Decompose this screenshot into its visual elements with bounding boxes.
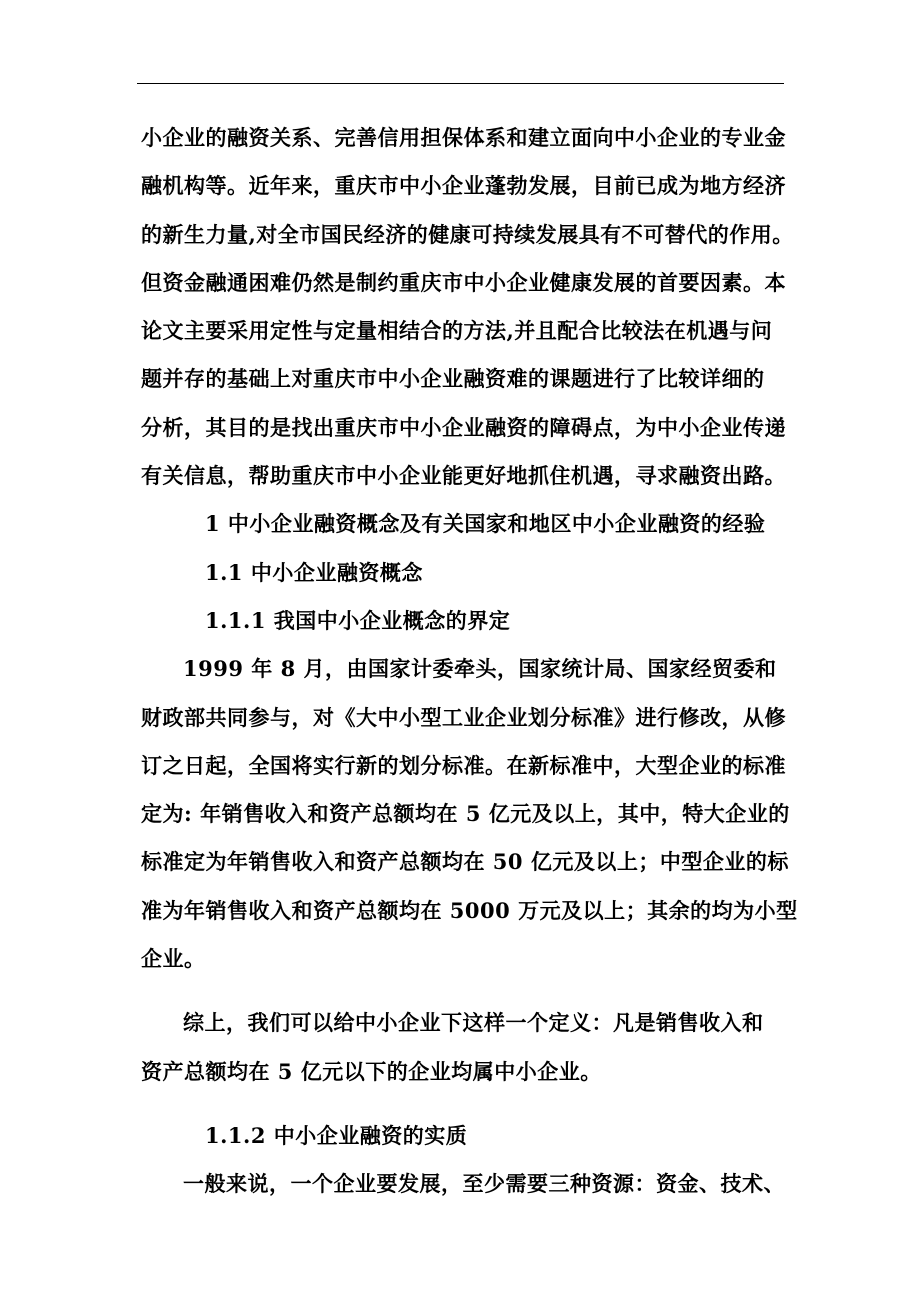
paragraph-line: 资产总额均在 5 亿元以下的企业均属中小企业。 [141, 1058, 602, 1084]
paragraph-line: 论文主要采用定性与定量相结合的方法,并且配合比较法在机遇与问 [141, 318, 773, 344]
header-rule [137, 83, 784, 84]
paragraph-line: 有关信息，帮助重庆市中小企业能更好地抓住机遇，寻求融资出路。 [141, 463, 786, 489]
paragraph-line: 分析，其目的是找出重庆市中小企业融资的障碍点，为中小企业传递 [141, 414, 786, 440]
paragraph-line: 企业。 [141, 946, 206, 972]
paragraph-line: 财政部共同参与，对《大中小型工业企业划分标准》进行修改，从修 [141, 704, 786, 730]
section-heading-1-1-2: 1.1.2 中小企业融资的实质 [205, 1122, 468, 1148]
section-heading-1-1: 1.1 中小企业融资概念 [205, 559, 423, 585]
paragraph-line: 订之日起，全国将实行新的划分标准。在新标准中，大型企业的标准 [141, 752, 786, 778]
paragraph-line: 一般来说，一个企业要发展，至少需要三种资源：资金、技术、 [183, 1171, 785, 1197]
paragraph-line: 定为: 年销售收入和资产总额均在 5 亿元及以上，其中，特大企业的 [141, 801, 790, 827]
paragraph-line: 的新生力量,对全市国民经济的健康可持续发展具有不可替代的作用。 [141, 221, 794, 247]
document-body [141, 114, 801, 1209]
paragraph-line: 准为年销售收入和资产总额均在 5000 万元及以上；其余的均为小型 [141, 897, 798, 923]
paragraph-line: 1999 年 8 月，由国家计委牵头，国家统计局、国家经贸委和 [183, 656, 777, 682]
paragraph-line: 小企业的融资关系、完善信用担保体系和建立面向中小企业的专业金 [141, 125, 786, 150]
paragraph-line: 标准定为年销售收入和资产总额均在 50 亿元及以上；中型企业的标 [141, 849, 789, 875]
paragraph-line: 题并存的基础上对重庆市中小企业融资难的课题进行了比较详细的 [141, 366, 765, 392]
paragraph-line: 但资金融通困难仍然是制约重庆市中小企业健康发展的首要因素。本 [141, 269, 786, 295]
paragraph-line: 融机构等。近年来，重庆市中小企业蓬勃发展，目前已成为地方经济 [141, 173, 786, 199]
section-heading-1-1-1: 1.1.1 我国中小企业概念的界定 [205, 607, 511, 633]
section-heading-1: 1 中小企业融资概念及有关国家和地区中小企业融资的经验 [205, 511, 766, 537]
paragraph-line: 综上，我们可以给中小企业下这样一个定义：凡是销售收入和 [183, 1010, 764, 1036]
